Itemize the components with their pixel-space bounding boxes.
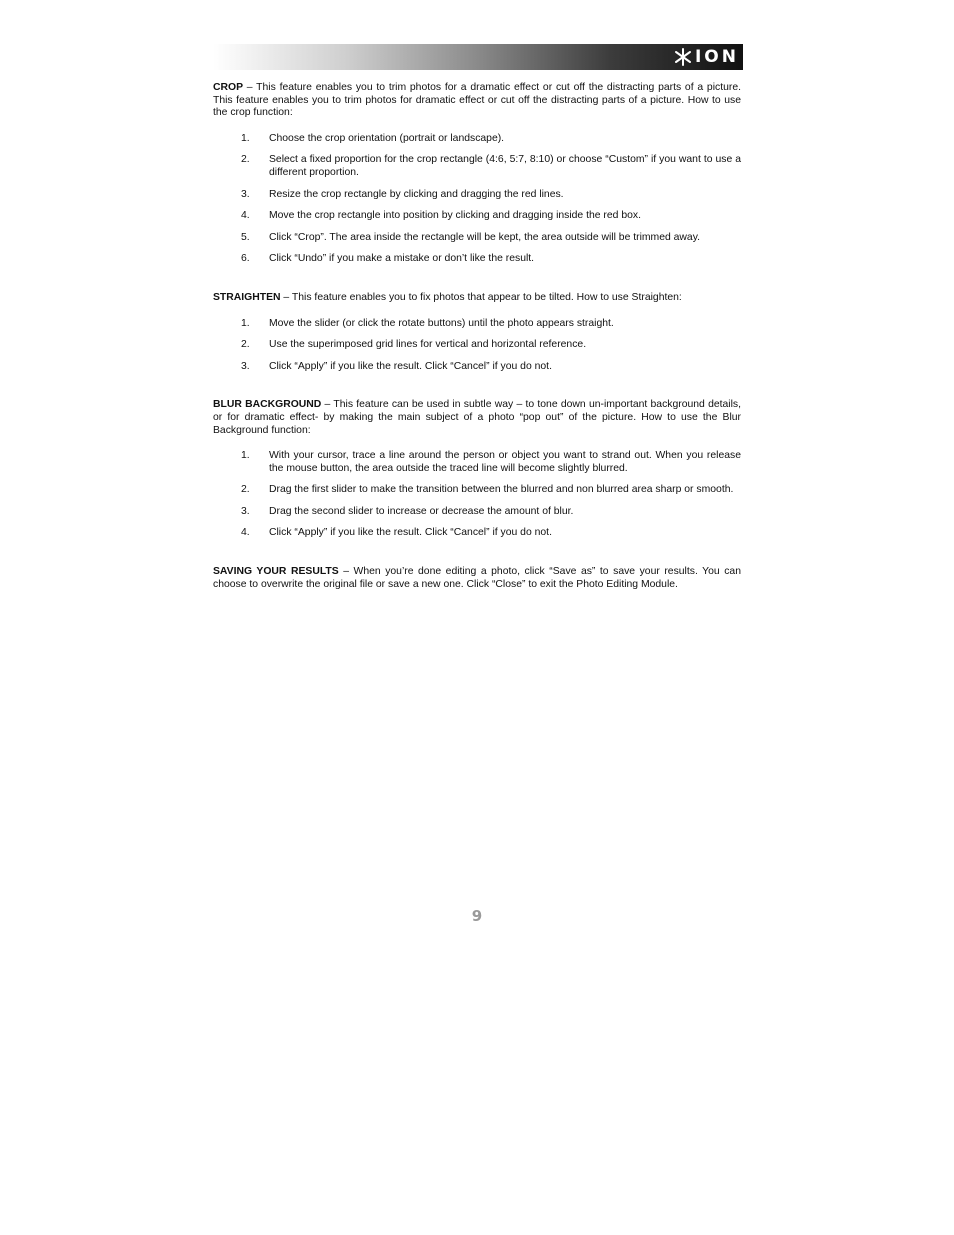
section-text: – This feature enables you to fix photos that appear to be tilted. How to use Straighten: xyxy=(280,291,682,303)
section-term: CROP xyxy=(213,82,244,93)
step-number: 1. xyxy=(241,317,250,329)
list-item xyxy=(213,450,741,475)
section-crop xyxy=(213,82,741,266)
section-term: BLUR BACKGROUND xyxy=(213,399,322,411)
list-item xyxy=(213,253,741,266)
crop-steps xyxy=(213,133,741,266)
section-intro xyxy=(213,82,741,120)
section-term: STRAIGHTEN xyxy=(213,291,281,303)
step-number: 4. xyxy=(241,210,250,222)
list-item xyxy=(213,133,741,146)
step-number: 3. xyxy=(241,360,250,372)
section-intro xyxy=(213,566,741,591)
section-text: – This feature can be used in subtle way – to tone down un-important background details, or for dramatic effect- by making the main subject of a photo “pop out” of the picture. How to use the Blur Background function: xyxy=(213,399,741,436)
step-text: Click “Crop”. The area inside the rectangle will be kept, the area outside will be trimmed away. xyxy=(269,231,701,243)
step-number: 3. xyxy=(241,505,250,517)
step-number: 1. xyxy=(241,450,250,462)
list-item xyxy=(213,210,741,223)
step-text: Move the slider (or click the rotate buttons) until the photo appears straight. xyxy=(269,317,614,329)
manual-content xyxy=(213,82,741,591)
step-text: With your cursor, trace a line around the person or object you want to strand out. When you release the mouse button, the area outside the traced line will become slightly blurred. xyxy=(269,450,741,474)
step-number: 1. xyxy=(241,132,250,144)
list-item xyxy=(213,484,741,497)
step-text: Drag the first slider to make the transition between the blurred and non blurred area sharp or smooth. xyxy=(269,484,734,496)
step-number: 2. xyxy=(241,339,250,351)
step-text: Click “Undo” if you make a mistake or don’t like the result. xyxy=(269,253,535,265)
step-number: 3. xyxy=(241,188,250,200)
list-item xyxy=(213,506,741,519)
list-item xyxy=(213,232,741,245)
step-text: Click “Apply” if you like the result. Click “Cancel” if you do not. xyxy=(269,527,552,539)
list-item xyxy=(213,339,741,352)
step-number: 2. xyxy=(241,484,250,496)
page-number: 9 xyxy=(471,907,483,925)
step-text: Use the superimposed grid lines for vertical and horizontal reference. xyxy=(269,339,587,351)
list-item xyxy=(213,527,741,540)
step-number: 6. xyxy=(241,253,250,265)
section-blur-background xyxy=(213,399,741,540)
step-text: Move the crop rectangle into position by clicking and dragging inside the red box. xyxy=(269,210,641,222)
step-text: Resize the crop rectangle by clicking and dragging the red lines. xyxy=(269,188,564,200)
section-text: – This feature enables you to trim photos for a dramatic effect or cut off the distracting parts of a picture. This feature enables you to trim photos for dramatic effect or cut off the distracting parts of a picture. How to use the crop function: xyxy=(213,82,741,119)
blur-steps xyxy=(213,450,741,540)
step-text: Select a fixed proportion for the crop rectangle (4:6, 5:7, 8:10) or choose “Custom” if you want to use a different proportion. xyxy=(269,154,741,178)
step-text: Choose the crop orientation (portrait or landscape). xyxy=(269,132,505,144)
sparkle-icon xyxy=(674,48,692,66)
section-saving-results xyxy=(213,566,741,591)
step-text: Click “Apply” if you like the result. Click “Cancel” if you do not. xyxy=(269,360,552,372)
step-number: 5. xyxy=(241,231,250,243)
section-term: SAVING YOUR RESULTS xyxy=(213,566,339,578)
section-intro xyxy=(213,399,741,437)
step-number: 2. xyxy=(241,154,250,166)
section-intro xyxy=(213,292,741,305)
section-straighten xyxy=(213,292,741,373)
list-item xyxy=(213,189,741,202)
list-item xyxy=(213,154,741,179)
step-text: Drag the second slider to increase or decrease the amount of blur. xyxy=(269,505,574,517)
brand-logo xyxy=(674,47,739,67)
header-bar xyxy=(213,44,743,70)
list-item xyxy=(213,361,741,374)
logo-text: ION xyxy=(694,46,739,67)
straighten-steps xyxy=(213,318,741,374)
step-number: 4. xyxy=(241,527,250,539)
list-item xyxy=(213,318,741,331)
section-text: – When you’re done editing a photo, click “Save as” to save your results. You can choose to overwrite the original file or save a new one. Click “Close” to exit the Photo Editing Module. xyxy=(213,566,741,590)
